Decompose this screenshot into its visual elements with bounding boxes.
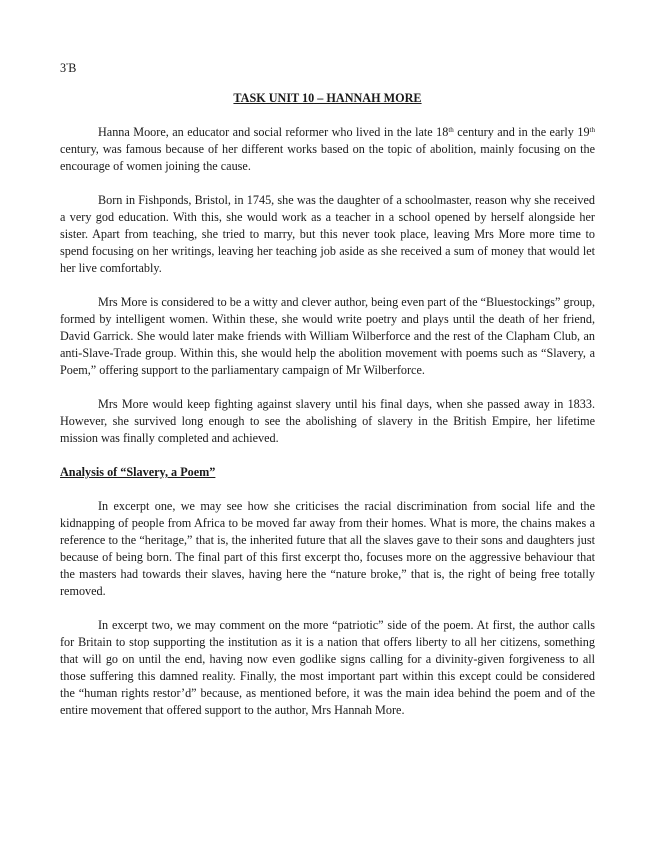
excerpt-one-paragraph: In excerpt one, we may see how she criticises the racial discrimination from social life and the kidnapping of people from Africa to be moved far away from their homes. What is more, the chains makes a reference to the “heritage,” that is, the inherited future that all the slaves gave to their sons and daughters just because of being born. The final part of this first excerpt tho, focuses more on the aggressive behaviour that the masters had towards their slaves, having here the “nature broke,” that is, the right of being free totally removed. — [60, 499, 595, 598]
excerpt-two-paragraph: In excerpt two, we may comment on the more “patriotic” side of the poem. At first, the author calls for Britain to stop supporting the institution as it is a nation that offers liberty to all her citizens, something that will go on until the end, having now even godlike signs calling for a divinity-given forgiveness to all those suffering this damned reality. Finally, the most important part within this except could be considered the “human rights restor’d” because, as mentioned before, it was the main idea behind the poem and of the entire movement that offered support to the author, Mrs Hannah More. — [60, 618, 595, 717]
document-page — [60, 60, 595, 736]
career-paragraph: Mrs More is considered to be a witty and clever author, being even part of the “Bluestockings” group, formed by intelligent women. Within these, she would write poetry and plays until the death of her friend, David Garrick. She would later make friends with William Wilberforce and the rest of the Clapham Club, an anti-Slave-Trade group. Within this, she would help the abolition movement with poems such as “Slavery, a Poem,” offering support to the parliamentary campaign of Mr Wilberforce. — [60, 295, 595, 377]
legacy-paragraph: Mrs More would keep fighting against slavery until his final days, when she passed away in 1833. However, she survived long enough to see the abolishing of slavery in the British Empire, her lifetime mission was finally completed and achieved. — [60, 397, 595, 445]
analysis-heading: Analysis of “Slavery, a Poem” — [60, 465, 216, 479]
class-label: $3^ºB$ — [60, 61, 77, 75]
intro-paragraph: Hanna Moore, an educator and social reformer who lived in the late 18th century and in the early 19th century, was famous because of her different works based on the topic of abolition, mainly focusing on the encourage of women joining the cause. — [60, 125, 595, 173]
biography-paragraph: Born in Fishponds, Bristol, in 1745, she was the daughter of a schoolmaster, reason why she received a very god education. With this, she would work as a teacher in a school opened by herself alongside her sister. Apart from teaching, she tried to marry, but this never took place, leaving Mrs More more time to spend focusing on her writings, leaving her teaching job aside as she received a sum of money that would let her live comfortably. — [60, 193, 595, 275]
document-title: TASK UNIT 10 – HANNAH MORE — [233, 91, 422, 105]
